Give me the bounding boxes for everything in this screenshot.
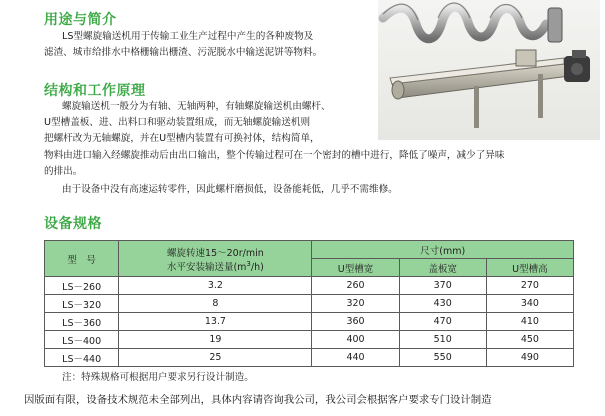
header-trough-height: U型槽高 bbox=[486, 259, 573, 277]
header-size: 尺寸(mm) bbox=[312, 241, 574, 259]
cell-capacity: 3.2 bbox=[119, 277, 312, 295]
usage-line-2: 滤渣、城市给排水中格栅输出栅渣、污泥脱水中输送泥饼等物料。 bbox=[44, 47, 323, 58]
table-row bbox=[45, 313, 574, 331]
table-row bbox=[45, 295, 574, 313]
cell-trough-height: 490 bbox=[486, 349, 573, 367]
cell-model: LS－320 bbox=[45, 295, 119, 313]
cell-trough-width: 260 bbox=[312, 277, 399, 295]
cell-trough-width: 320 bbox=[312, 295, 399, 313]
header-trough-width: U型槽宽 bbox=[312, 259, 399, 277]
header-cover-width: 盖板宽 bbox=[399, 259, 486, 277]
spec-note: 注：特殊规格可根据用户要求另行设计制造。 bbox=[62, 372, 254, 383]
cell-trough-height: 410 bbox=[486, 313, 573, 331]
spec-table bbox=[44, 240, 574, 367]
structure-line-2: U型槽盖板、进、出料口和驱动装置组成，而无轴螺旋输送机则 bbox=[44, 117, 311, 128]
cell-cover-width: 370 bbox=[399, 277, 486, 295]
cell-trough-width: 400 bbox=[312, 331, 399, 349]
cell-model: LS－260 bbox=[45, 277, 119, 295]
cell-cover-width: 510 bbox=[399, 331, 486, 349]
screw-conveyor-image bbox=[378, 0, 600, 140]
usage-title: 用途与简介 bbox=[44, 12, 117, 28]
structure-line-1: 螺旋输送机一般分为有轴、无轴两种，有轴螺旋输送机由螺杆、 bbox=[62, 101, 331, 112]
table-row bbox=[45, 349, 574, 367]
header-speed: 螺旋转速15～20r/min bbox=[167, 247, 264, 259]
header-capacity bbox=[119, 241, 312, 277]
cell-model: LS－440 bbox=[45, 349, 119, 367]
usage-line-1: LS型螺旋输送机用于传输工业生产过程中产生的各种废物及 bbox=[62, 31, 314, 42]
cell-trough-height: 450 bbox=[486, 331, 573, 349]
cell-cover-width: 470 bbox=[399, 313, 486, 331]
structure-title: 结构和工作原理 bbox=[44, 83, 146, 99]
structure-line-3: 把螺杆改为无轴螺旋，并在U型槽内装置有可换衬体，结构简单， bbox=[44, 133, 320, 144]
cell-model: LS－360 bbox=[45, 313, 119, 331]
cell-cover-width: 550 bbox=[399, 349, 486, 367]
cell-capacity: 19 bbox=[119, 331, 312, 349]
structure-line-5: 的排出。 bbox=[44, 166, 83, 177]
spec-title: 设备规格 bbox=[44, 216, 102, 232]
cell-trough-height: 340 bbox=[486, 295, 573, 313]
structure-line-6: 由于设备中没有高速运转零件，因此螺杆磨损低，设备能耗低，几乎不需维修。 bbox=[62, 184, 398, 195]
header-model: 型 号 bbox=[45, 241, 119, 277]
structure-line-4: 物料由进口输入经螺旋推动后由出口输出，整个传输过程可在一个密封的槽中进行，降低了噪声，减少了异味 bbox=[44, 150, 505, 161]
table-row bbox=[45, 331, 574, 349]
cell-model: LS－400 bbox=[45, 331, 119, 349]
cell-trough-width: 360 bbox=[312, 313, 399, 331]
cell-trough-width: 440 bbox=[312, 349, 399, 367]
cell-trough-height: 270 bbox=[486, 277, 573, 295]
cell-cover-width: 430 bbox=[399, 295, 486, 313]
table-row bbox=[45, 277, 574, 295]
cell-capacity: 13.7 bbox=[119, 313, 312, 331]
header-capacity-label: 水平安装输送量$(m^3/h)$ bbox=[166, 259, 264, 273]
cell-capacity: 8 bbox=[119, 295, 312, 313]
footer-notice: 因版面有限，设备技术规范未全部列出，具体内容请咨询我公司，我公司会根据客户要求专门设计制造 bbox=[24, 394, 492, 406]
cell-capacity: 25 bbox=[119, 349, 312, 367]
